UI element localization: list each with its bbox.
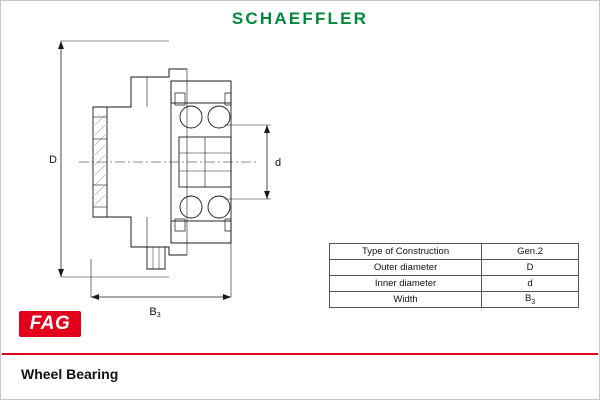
technical-drawing (19, 29, 329, 319)
spec-label-inner-diameter: Inner diameter (330, 276, 482, 292)
table-row (330, 292, 579, 308)
spec-value-width-main: B (524, 293, 532, 305)
spec-label-width: Width (330, 292, 482, 308)
dimension-width (91, 239, 231, 300)
page-title: Wheel Bearing (21, 366, 119, 382)
table-row (330, 276, 579, 292)
spec-value-outer-diameter: D (482, 260, 579, 276)
table-row (330, 244, 579, 260)
fag-logo (19, 311, 81, 337)
schaeffler-logo-text: SCHAEFFLER (231, 9, 369, 28)
brand-header (1, 9, 599, 29)
specification-table (329, 243, 579, 308)
table-row (330, 260, 579, 276)
spec-value-type-of-construction: Gen.2 (482, 244, 579, 260)
section-hatching (95, 115, 105, 205)
spec-label-type-of-construction: Type of Construction (330, 244, 482, 260)
label-inner-diameter: d (275, 157, 282, 169)
spec-value-inner-diameter: d (482, 276, 579, 292)
fag-logo-text: FAG (29, 313, 71, 334)
label-width: B3 (149, 306, 161, 319)
footer-divider (2, 353, 598, 355)
spec-value-width (482, 292, 579, 308)
wheel-stud (147, 247, 165, 269)
spec-label-outer-diameter: Outer diameter (330, 260, 482, 276)
spec-value-width-subscript: 3 (531, 298, 536, 306)
label-outer-diameter: D (49, 154, 57, 166)
dimension-outer-diameter (58, 41, 169, 277)
